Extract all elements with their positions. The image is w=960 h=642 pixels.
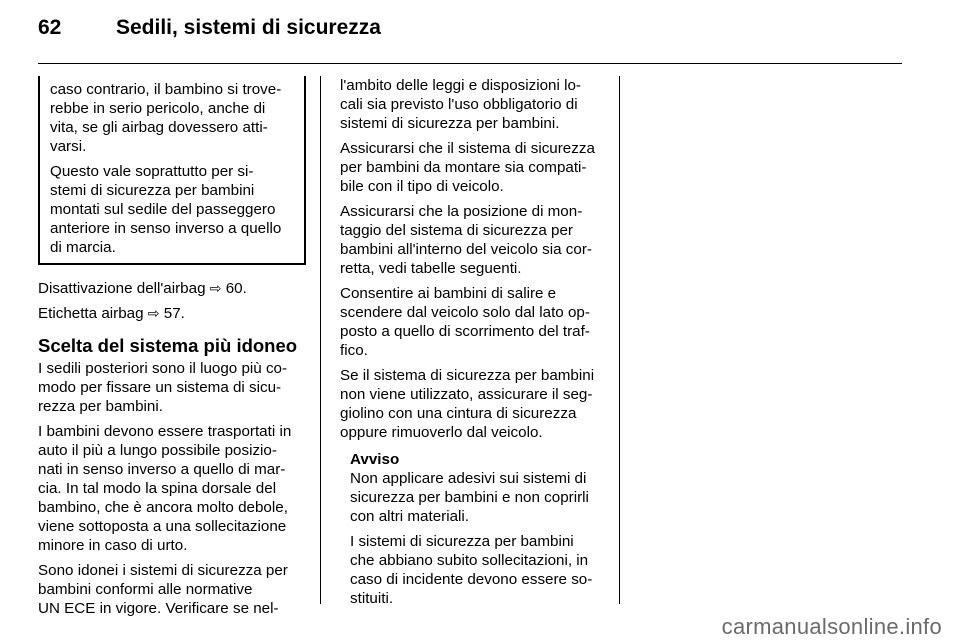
cross-reference-airbag-deactivation[interactable]: Disattivazione dell'airbag ⇨ 60.	[38, 280, 247, 297]
notice-title: Avviso	[350, 451, 400, 468]
body-paragraph: I bambini devono essere trasportati in auto il più a lungo possibile posizio- nati in senso inverso a quello di mar- cia. In tal modo la spina dorsale del bambino, che è ancora molto debole, viene sottoposta a una sollecitazione minore in caso di urto.	[38, 423, 292, 554]
body-paragraph: I sedili posteriori sono il luogo più co- modo per fissare un sistema di sicu- rezza per bambini.	[38, 360, 288, 415]
header-divider	[38, 63, 902, 64]
watermark: carmanualsonline.info	[721, 614, 942, 639]
warning-paragraph: caso contrario, il bambino si trove- rebbe in serio pericolo, anche di vita, se gli airbag dovessero atti- varsi.	[50, 81, 282, 155]
column-middle	[340, 76, 605, 608]
warning-paragraph: Questo vale soprattutto per si- stemi di sicurezza per bambini montati sul sedile del passeggero anteriore in senso inverso a quello di marcia.	[50, 163, 282, 256]
body-paragraph: Assicurarsi che il sistema di sicurezza per bambini da montare sia compati- bile con il tipo di veicolo.	[340, 140, 595, 195]
notice-paragraph: Non applicare adesivi sui sistemi di sicurezza per bambini e non coprirli con altri materiali.	[350, 470, 589, 525]
warning-box	[38, 76, 306, 265]
notice-paragraph: I sistemi di sicurezza per bambini che abbiano subito sollecitazioni, in caso di incidente devono essere so- stituiti.	[350, 533, 593, 607]
cross-reference-airbag-label[interactable]: Etichetta airbag ⇨ 57.	[38, 305, 185, 322]
column-divider-2	[619, 76, 620, 604]
page-number: 62	[38, 16, 62, 39]
section-title: Scelta del sistema più idoneo	[38, 335, 298, 356]
column-left	[38, 76, 306, 618]
column-divider-1	[320, 76, 321, 604]
page-title: Sedili, sistemi di sicurezza	[116, 16, 381, 39]
notice-block	[340, 450, 605, 608]
body-paragraph: Assicurarsi che la posizione di mon- taggio del sistema di sicurezza per bambini all'interno del veicolo sia cor- retta, vedi tabelle seguenti.	[340, 203, 592, 277]
body-paragraph: l'ambito delle leggi e disposizioni lo- cali sia previsto l'uso obbligatorio di sistemi di sicurezza per bambini.	[340, 77, 581, 132]
body-paragraph: Sono idonei i sistemi di sicurezza per bambini conformi alle normative UN ECE in vigore. Verificare se nel-	[38, 562, 288, 617]
body-paragraph: Se il sistema di sicurezza per bambini non viene utilizzato, assicurare il seg- giolino con una cintura di sicurezza oppure rimuoverlo dal veicolo.	[340, 367, 595, 441]
page-reference-arrow-icon: ⇨	[209, 280, 222, 296]
page-reference-arrow-icon: ⇨	[147, 305, 160, 321]
body-paragraph: Consentire ai bambini di salire e scendere dal veicolo solo dal lato op- posto a quello di scorrimento del traf- fico.	[340, 285, 590, 359]
